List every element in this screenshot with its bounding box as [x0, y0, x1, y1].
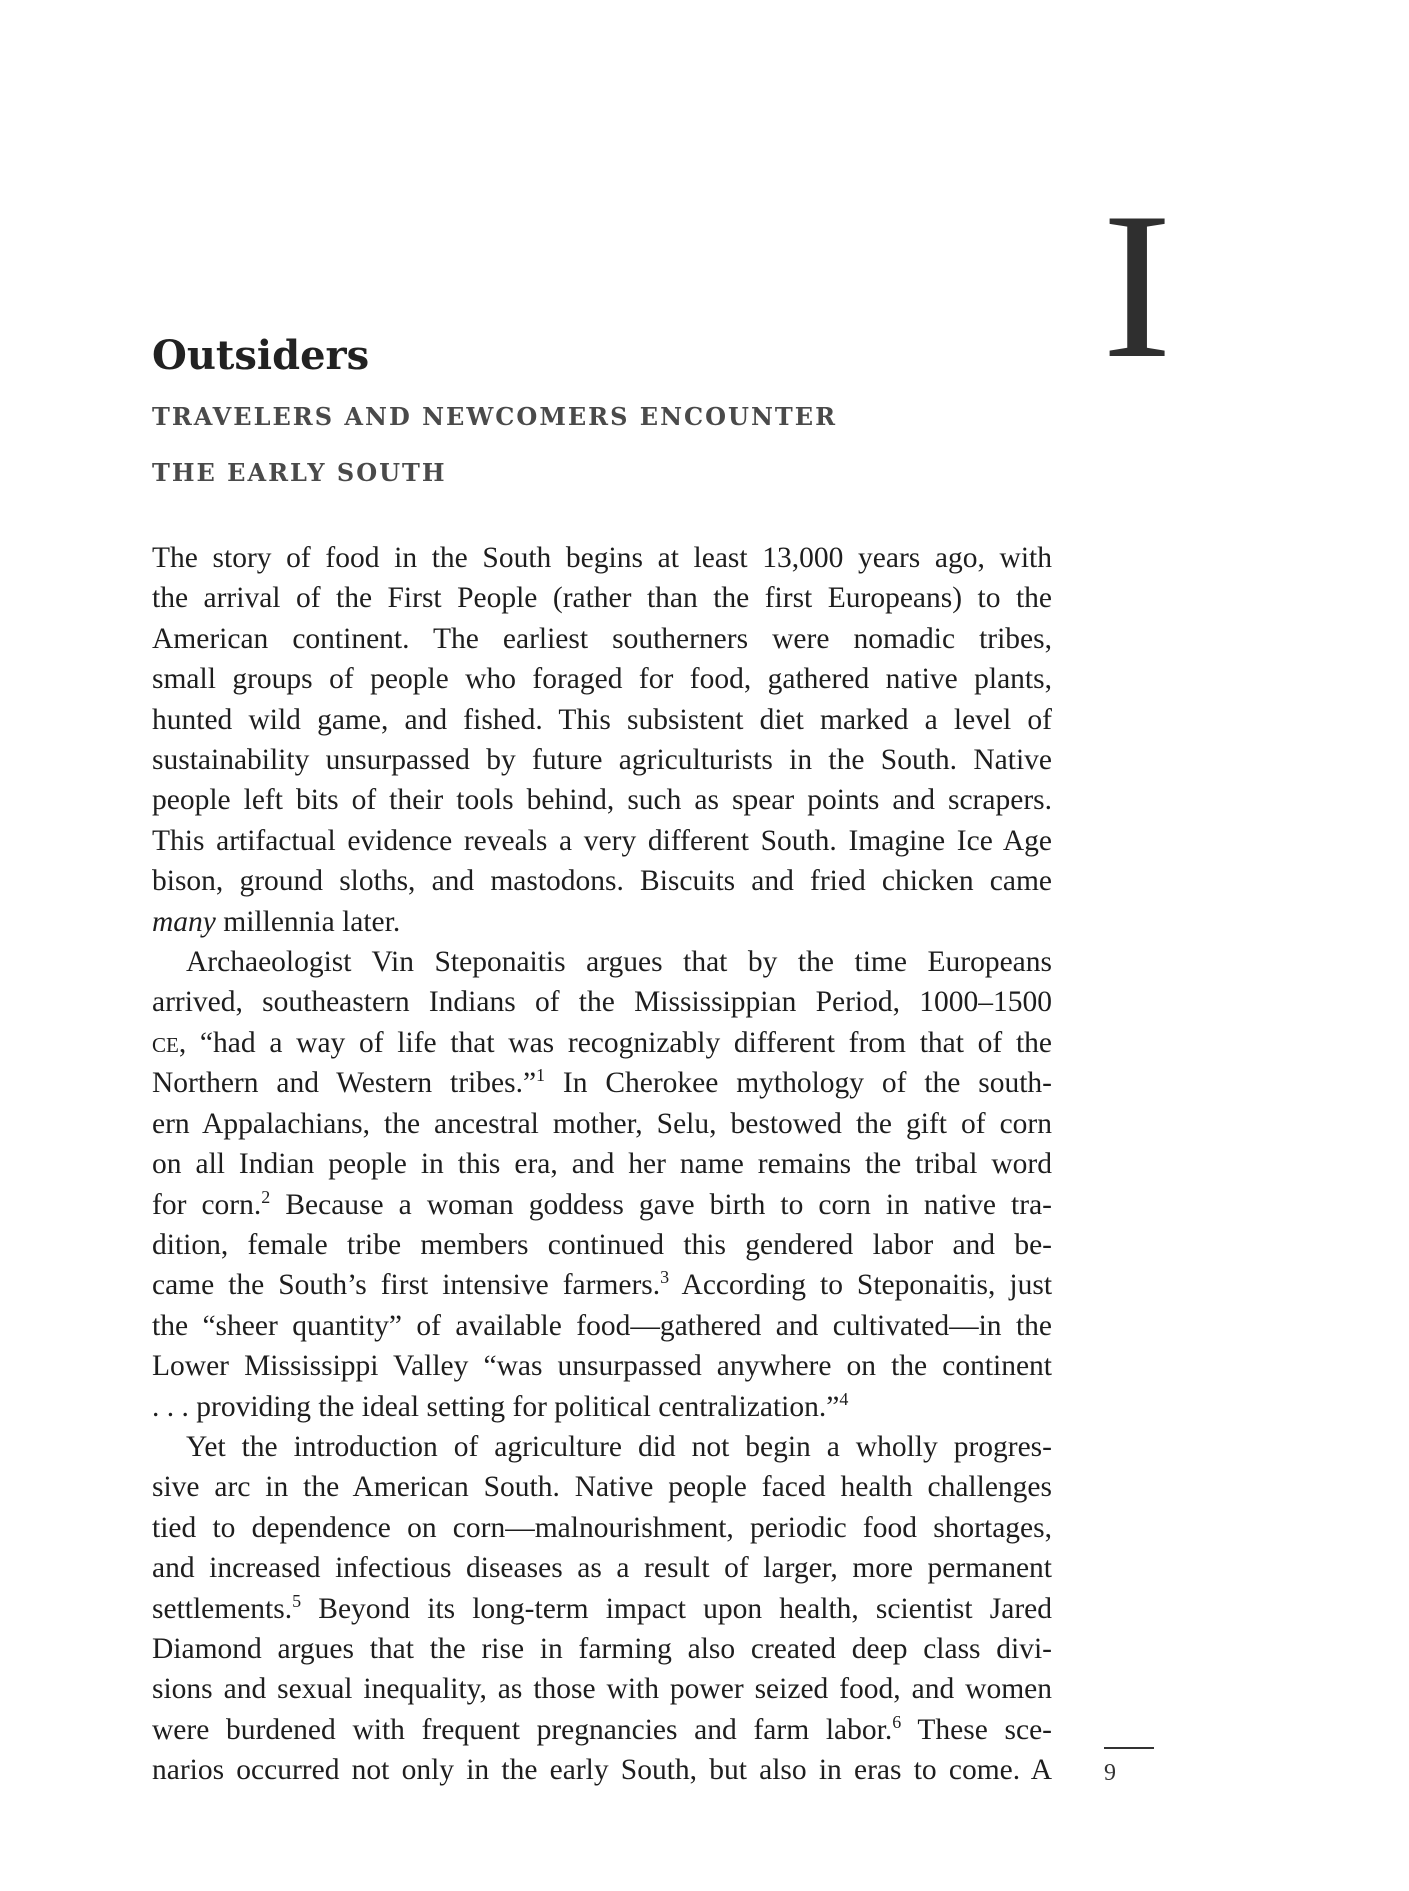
text-line: ern Appalachians, the ancestral mother, Selu, bestowed the gift of corn	[152, 1107, 1052, 1140]
text-line: tied to dependence on corn—malnourishment, periodic food shortages,	[152, 1511, 1052, 1544]
text-line: people left bits of their tools behind, such as spear points and scrapers.	[152, 784, 1052, 817]
text-fragment: These sce-	[901, 1713, 1052, 1746]
text-line	[152, 1589, 1052, 1629]
text-line: The story of food in the South begins at least 13,000 years ago, with	[152, 542, 1052, 574]
chapter-numeral: I	[1102, 170, 1172, 402]
text-line	[152, 1387, 1052, 1427]
text-fragment: for corn.	[152, 1188, 262, 1221]
text-fragment: settlements.	[152, 1592, 293, 1625]
text-line	[152, 1710, 1052, 1750]
text-line: on all Indian people in this era, and her name remains the tribal word	[152, 1148, 1052, 1181]
text-fragment: In Cherokee mythology of the south-	[545, 1067, 1052, 1100]
text-line: and increased infectious diseases as a result of larger, more permanent	[152, 1552, 1052, 1585]
paragraph-3	[152, 1427, 1052, 1791]
footnote-ref-6[interactable]: 6	[892, 1711, 902, 1732]
text-line: narios occurred not only in the early South, but also in eras to come. A	[152, 1754, 1052, 1787]
text-line: Archaeologist Vin Steponaitis argues that by the time Europeans	[186, 946, 1052, 979]
text-line: This artifactual evidence reveals a very different South. Imagine Ice Age	[152, 824, 1052, 857]
text-line	[152, 1185, 1052, 1225]
footnote-ref-1[interactable]: 1	[536, 1065, 546, 1086]
text-line: sions and sexual inequality, as those with power seized food, and women	[152, 1673, 1052, 1706]
text-line: the arrival of the First People (rather than the first Europeans) to the	[152, 582, 1052, 615]
text-line: sive arc in the American South. Native people faced health challenges	[152, 1471, 1052, 1504]
text-fragment: , “had a way of life that was recognizably different from that of the	[178, 1026, 1052, 1059]
text-line	[152, 1265, 1052, 1305]
footnote-ref-4[interactable]: 4	[839, 1388, 849, 1409]
chapter-title: Outsiders	[152, 332, 370, 379]
small-caps-era: ce	[152, 1026, 179, 1059]
text-line	[152, 1023, 1052, 1063]
text-fragment: were burdened with frequent pregnancies and farm labor.	[152, 1713, 893, 1746]
chapter-subtitle-line-2: THE EARLY SOUTH	[152, 458, 447, 487]
footnote-ref-5[interactable]: 5	[292, 1590, 302, 1611]
text-fragment: . . . providing the ideal setting for political centralization.”	[152, 1390, 840, 1423]
text-fragment: Northern and Western tribes.”	[152, 1067, 537, 1100]
text-line: hunted wild game, and fished. This subsistent diet marked a level of	[152, 703, 1052, 736]
chapter-subtitle-line-1: TRAVELERS AND NEWCOMERS ENCOUNTER	[152, 402, 838, 431]
text-line	[152, 1063, 1052, 1103]
folio-rule	[1104, 1747, 1154, 1749]
text-fragment: came the South’s first intensive farmers.	[152, 1269, 661, 1302]
text-line: sustainability unsurpassed by future agriculturists in the South. Native	[152, 744, 1052, 777]
text-line: small groups of people who foraged for food, gathered native plants,	[152, 663, 1052, 696]
paragraph-2	[152, 942, 1052, 1427]
emphasis: many	[152, 905, 216, 938]
text-line: bison, ground sloths, and mastodons. Biscuits and fried chicken came	[152, 865, 1052, 898]
footnote-ref-2[interactable]: 2	[261, 1186, 271, 1207]
text-line: American continent. The earliest southerners were nomadic tribes,	[152, 622, 1052, 655]
text-line: the “sheer quantity” of available food—gathered and cultivated—in the	[152, 1309, 1052, 1342]
page-number: 9	[1104, 1760, 1116, 1786]
text-line: dition, female tribe members continued this gendered labor and be-	[152, 1228, 1052, 1261]
footnote-ref-3[interactable]: 3	[660, 1267, 670, 1288]
paragraph-1	[152, 538, 1052, 942]
body-text	[152, 538, 1052, 1791]
text-fragment: millennia later.	[215, 905, 401, 938]
text-fragment: According to Steponaitis, just	[669, 1269, 1053, 1302]
text-line: arrived, southeastern Indians of the Mississippian Period, 1000–1500	[152, 986, 1052, 1019]
text-line	[152, 902, 1052, 942]
text-line: Yet the introduction of agriculture did not begin a wholly progres-	[186, 1430, 1052, 1463]
text-line: Lower Mississippi Valley “was unsurpassed anywhere on the continent	[152, 1350, 1052, 1383]
text-line: Diamond argues that the rise in farming also created deep class divi-	[152, 1632, 1052, 1665]
text-fragment: Because a woman goddess gave birth to corn in native tra-	[270, 1188, 1052, 1221]
text-fragment: Beyond its long-term impact upon health, scientist Jared	[301, 1592, 1052, 1625]
